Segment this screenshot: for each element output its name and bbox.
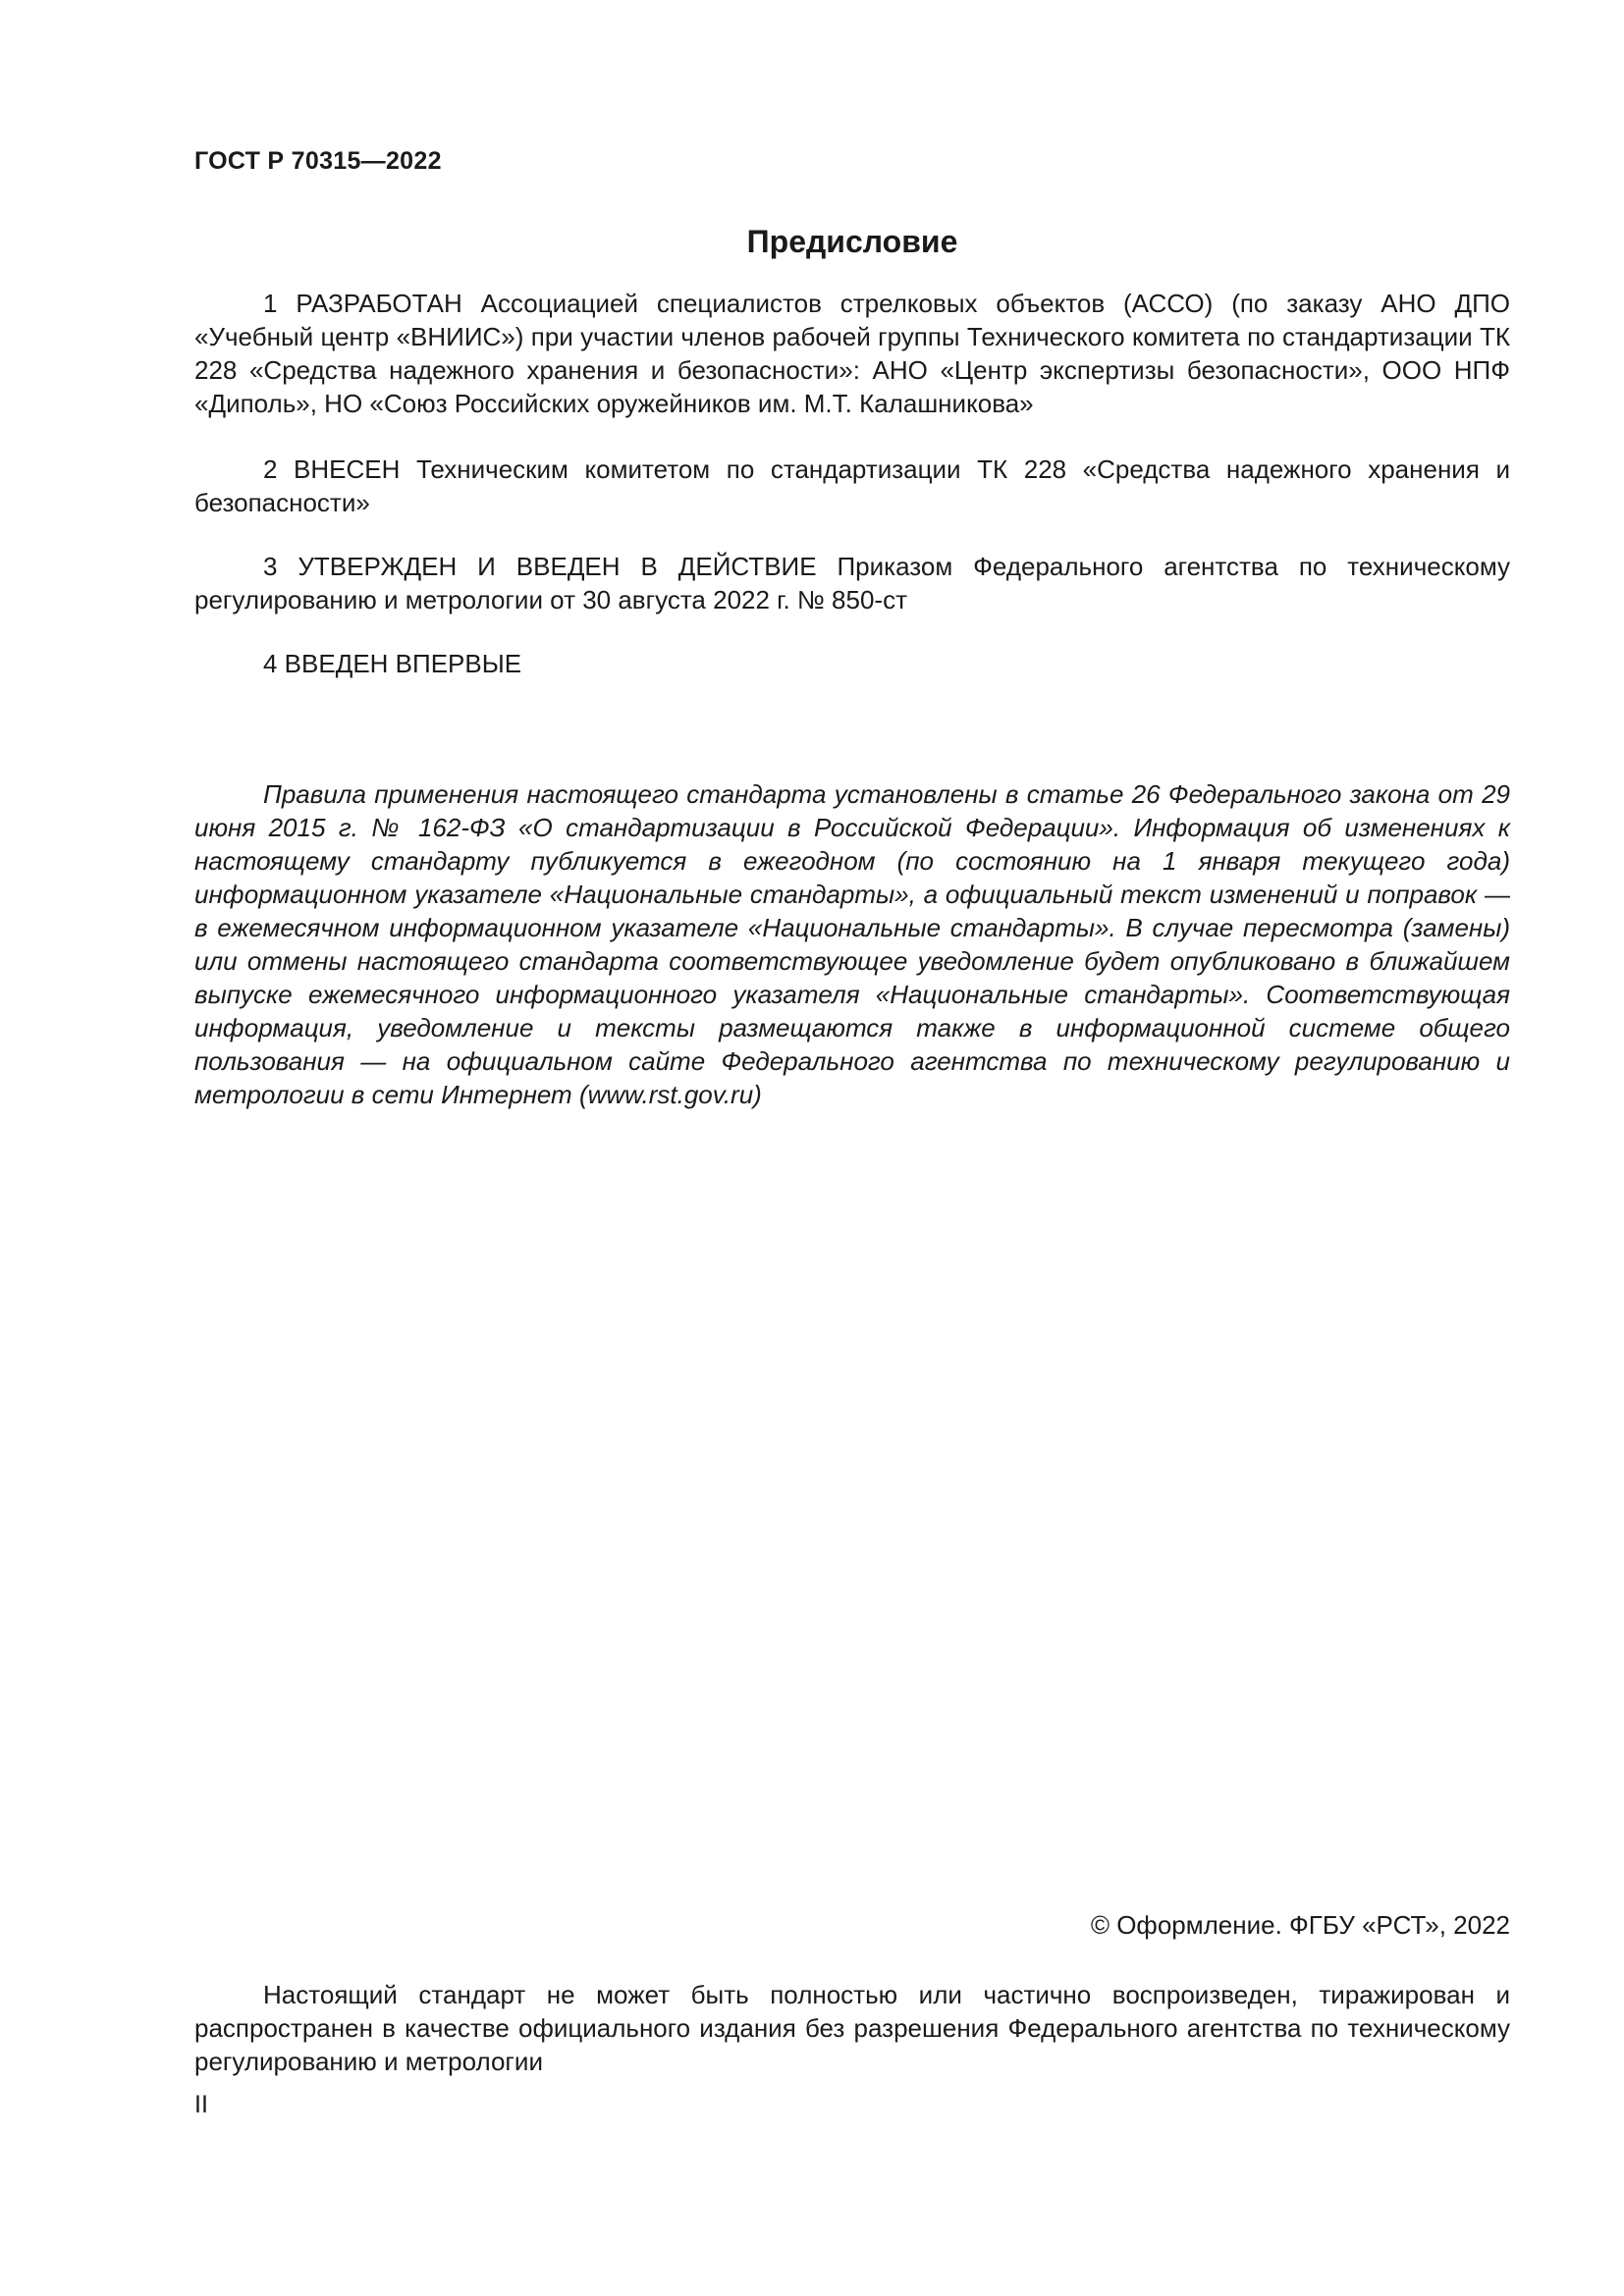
foreword-item-1: 1 РАЗРАБОТАН Ассоциацией специалистов стрелковых объектов (АССО) (по заказу АНО ДПО «Учебный центр «ВНИИС») при участии членов рабочей группы Технического комитета по стандартизации ТК 228 «Средства надежного хранения и безопасности»: АНО «Центр экспертизы безопасности», ООО НПФ «Диполь», НО «Союз Российских оружейников им. М.Т. Калашникова» — [194, 289, 1510, 418]
foreword-item-3: 3 УТВЕРЖДЕН И ВВЕДЕН В ДЕЙСТВИЕ Приказом Федерального агентства по техническому регулированию и метрологии от 30 августа 2022 г. № 850-ст — [194, 552, 1510, 614]
foreword-item-4: 4 ВВЕДЕН ВПЕРВЫЕ — [263, 649, 522, 678]
reproduction-restriction-text: Настоящий стандарт не может быть полностью или частично воспроизведен, тиражирован и распространен в качестве официального издания без разрешения Федерального агентства по техническому регулированию и метрологии — [194, 1980, 1510, 2076]
foreword-title: Предисловие — [746, 224, 958, 259]
application-rules-notice: Правила применения настоящего стандарта установлены в статье 26 Федерального закона от 29 июня 2015 г. № 162-ФЗ «О стандартизации в Российской Федерации». Информация об изменениях к настоящему стандарту публикуется в ежегодном (по состоянию на 1 января текущего года) информационном указателе «Национальные стандарты», а официальный текст изменений и поправок — в ежемесячном информационном указателе «Национальные стандарты». В случае пересмотра (замены) или отмены настоящего стандарта соответствующее уведомление будет опубликовано в ближайшем выпуске ежемесячного информационного указателя «Национальные стандарты». Соответствующая информация, уведомление и тексты размещаются также в информационной системе общего пользования — на официальном сайте Федерального агентства по техническому регулированию и метрологии в сети Интернет (www.rst.gov.ru) — [194, 779, 1510, 1109]
copyright-notice: © Оформление. ФГБУ «РСТ», 2022 — [1090, 1910, 1510, 1940]
page-number: II — [194, 2091, 208, 2118]
standard-code-header: ГОСТ Р 70315—2022 — [194, 147, 442, 175]
foreword-item-2: 2 ВНЕСЕН Техническим комитетом по стандартизации ТК 228 «Средства надежного хранения и безопасности» — [194, 454, 1510, 517]
